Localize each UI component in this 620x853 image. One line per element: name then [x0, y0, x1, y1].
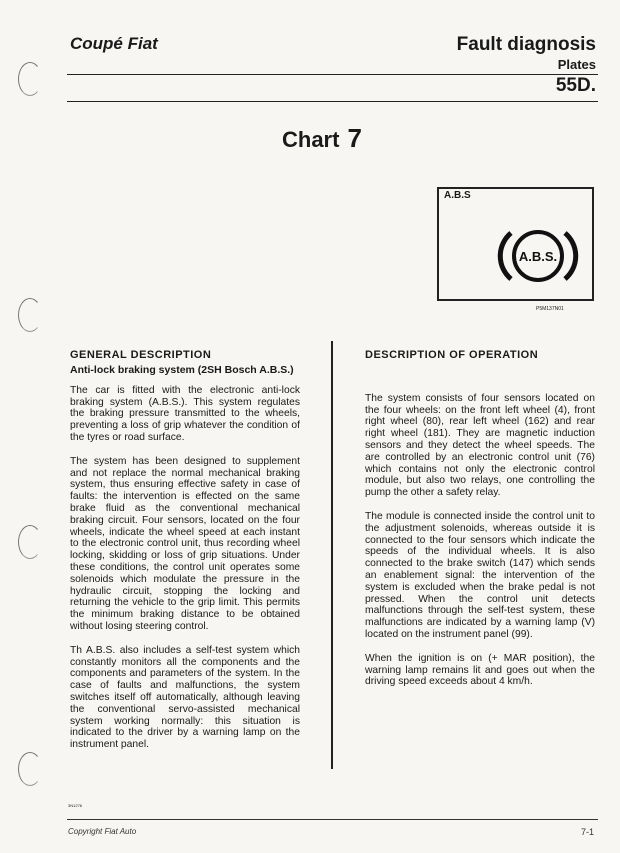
- binder-hole: [18, 525, 42, 559]
- column-divider: [331, 341, 333, 769]
- copyright-text: Copyright Fiat Auto: [68, 827, 137, 836]
- figure-box-label: A.B.S: [444, 190, 471, 201]
- abs-system-subheading: Anti-lock braking system (2SH Bosch A.B.S.): [70, 363, 294, 376]
- page-subtitle: Plates: [557, 57, 596, 72]
- general-description-heading: GENERAL DESCRIPTION: [70, 349, 212, 361]
- chart-number: 7: [347, 123, 362, 153]
- binder-hole: [18, 62, 42, 96]
- operation-paragraph-1: The system consists of four sensors located on the four wheels: on the front left wheel (4), front right wheel (80), rear left wheel (162) and rear right wheel (181). They are magnetic induction sensors and they detect the wheel speeds. The are controlled by an electronic control unit (76) which contains not only the electronic control module, but also two relays, one controlling the pump the other a safety relay.: [365, 392, 595, 499]
- binder-hole: [18, 752, 42, 786]
- chart-label: Chart: [282, 127, 340, 152]
- general-description-column: [70, 350, 300, 751]
- abs-warning-lamp-icon: [497, 227, 579, 290]
- header-rule: [67, 74, 598, 75]
- header-rule: [67, 101, 598, 102]
- operation-paragraph-2: The module is connected inside the control unit to the adjustment solenoids, whereas outside it is connected to the four sensors which indicate the speeds of the individual wheels. It is also connected to the brake switch (147) which sends an enablement signal: the intervention of the system is excluded when the brake pedal is not pressed. When the control unit detects malfunctions through the self-test system, these malfunctions are indicated by a warning lamp (V) located on the instrument panel (99).: [365, 510, 595, 640]
- general-paragraph-1: The car is fitted with the electronic anti-lock braking system (A.B.S.). This system regulates the braking pressure transmitted to the wheels, preventing a loss of grip whatever the condition of the tyres or road surface.: [70, 384, 300, 443]
- chart-heading: [282, 123, 362, 154]
- general-paragraph-3: Th A.B.S. also includes a self-test system which constantly monitors all the components and the components and parameters of the system. In the case of faults and malfunctions, the system switches itself off automatically, although leaving the conventional servo-assisted mechanical system working normally: this situation is indicated to the driver by a warning lamp on the instrument panel.: [70, 644, 300, 751]
- section-code: 55D.: [555, 75, 596, 96]
- footer-rule: [67, 819, 598, 820]
- binder-hole: [18, 298, 42, 332]
- operation-paragraph-3: When the ignition is on (+ MAR position), the warning lamp remains lit and goes out when the driving speed exceeds about 4 km/h.: [365, 652, 595, 688]
- abs-lamp-text: A.B.S.: [518, 249, 558, 264]
- page-number: 7-1: [580, 827, 594, 837]
- footer-ref-code: 3N1276: [68, 803, 83, 808]
- figure-ref-code: P5M137N01: [536, 306, 564, 312]
- operation-heading: DESCRIPTION OF OPERATION: [365, 349, 539, 361]
- brand-name: Coupé Fiat: [70, 34, 158, 53]
- general-paragraph-2: The system has been designed to supplement and not replace the normal mechanical braking system, thus ensuring effective safety in case of faults: the intervention is effected on the same brake fluid as the conventional mechanical braking circuit. Four sensors, located on the four wheels, indicate the wheel speed at each instant to the electronic control unit, thus recording wheel locking, skidding or loss of grip situations. Under these conditions, the control unit operates some solenoids which modulate the pressure in the hydraulic circuit, stopping the locking and returning the vehicle to the grip limit. This permits the minimum braking distance to be obtained without losing steering control.: [70, 455, 300, 632]
- page-title: Fault diagnosis: [456, 34, 596, 55]
- operation-description-column: [365, 350, 595, 688]
